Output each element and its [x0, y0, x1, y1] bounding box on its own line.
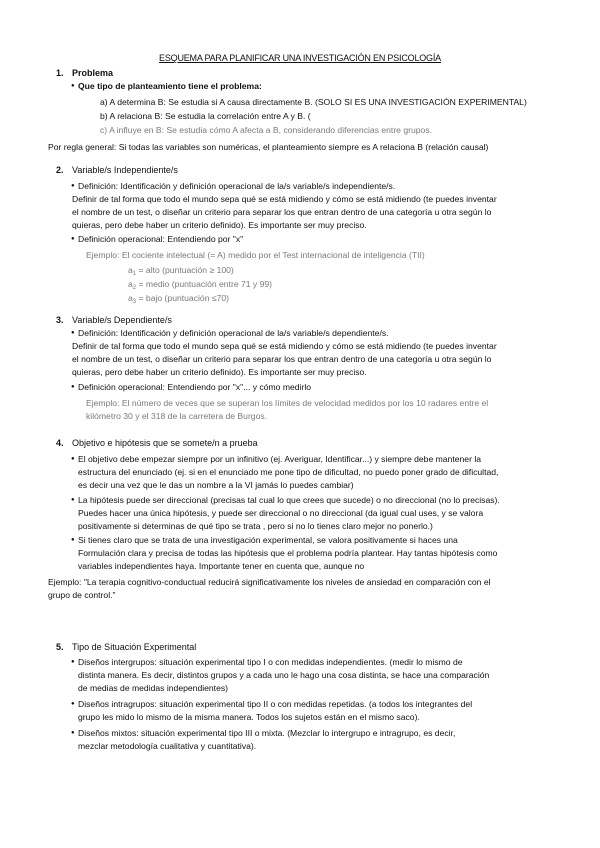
section-5-mixed-line: ● Diseños mixtos: situación experimental tipo III o mixta. (Mezclar lo intergrupo e intragrupo, es decir,	[78, 727, 455, 739]
section-1-option-a: a) A determina B: Se estudia si A causa directamente B. (SOLO SI ES UNA INVESTIGACIÓN EXPERIMENTAL)	[100, 97, 527, 107]
section-4-hypothesis-line: positivamente si determinas de qué tipo se trata , pero si no lo tienes claro mejor no ponerlo.)	[78, 521, 433, 531]
page-title: ESQUEMA PARA PLANIFICAR UNA INVESTIGACIÓN EN PSICOLOGÍA	[159, 53, 441, 63]
section-3-paragraph-line: el nombre de un test, o diseñar un criterio para separar los que entran dentro de una categoría u otra según lo	[72, 354, 492, 364]
section-2-paragraph-line: Definir de tal forma que todo el mundo sepa qué se está midiendo y cómo se está midiendo (te puedes inventar	[72, 194, 497, 204]
section-1-option-b: b) A relaciona B: Se estudia la correlación entre A y B. (	[100, 111, 311, 121]
section-3-heading: 3. Variable/s Dependiente/s	[56, 315, 172, 325]
section-3-example-line: kilómetro 30 y el 318 de la carretera de Burgos.	[86, 411, 268, 421]
section-3-example-line: Ejemplo: El número de veces que se superan los límites de velocidad medidos por los 10 radares entre el	[86, 398, 489, 408]
section-4-example-line: grupo de control."	[48, 590, 116, 600]
section-3-paragraph-line: Definir de tal forma que todo el mundo sepa qué se está midiendo y cómo se está midiendo (te puedes inventar	[72, 341, 497, 351]
section-1-bullet: ● Que tipo de planteamiento tiene el problema:	[78, 80, 262, 92]
section-5-intergroup-line: de medias de medidas independientes)	[78, 683, 229, 693]
section-4-objective-line: ● El objetivo debe empezar siempre por un infinitivo (ej. Averiguar, Identificar...) y siempre debe mantener la	[78, 453, 481, 465]
section-4-objective-line: estructura del enunciado (ej. si en el enunciado me pone tipo de dificultad, no puedo poner grado de dificultad,	[78, 467, 499, 477]
section-4-experimental-line: Formulación clara y precisa de todas las hipótesis que el problema podría plantear. Hay tantas hipótesis como	[78, 548, 498, 558]
section-3-operational: ● Definición operacional: Entendiendo por "x"... y cómo medirlo	[78, 381, 311, 393]
section-3-definition: ● Definición: Identificación y definición operacional de la/s variable/s dependiente/s.	[78, 327, 389, 339]
section-5-mixed-line: mezclar metodología cualitativa y cuantitativa).	[78, 741, 257, 751]
section-4-hypothesis-line: ● La hipótesis puede ser direccional (precisas tal cual lo que crees que sucede) o no direccional (no lo precisas).	[78, 494, 500, 506]
section-2-level-a3: $a_3$ = bajo (puntuación ≤70)	[128, 293, 229, 305]
section-4-experimental-line: variables independientes haya. Importante tener en cuenta que, aunque no	[78, 561, 365, 571]
section-2-heading: 2. Variable/s Independiente/s	[56, 165, 178, 175]
section-2-level-a1: $a_1$ = alto (puntuación ≥ 100)	[128, 265, 234, 277]
section-5-heading: 5. Tipo de Situación Experimental	[56, 642, 197, 652]
section-1-rule: Por regla general: Si todas las variables son numéricas, el planteamiento siempre es A relaciona B (relación causal)	[48, 142, 489, 152]
section-1-option-c: c) A influye en B: Se estudia cómo A afecta a B, considerando diferencias entre grupos.	[100, 125, 433, 135]
section-2-definition: ● Definición: Identificación y definición operacional de la/s variable/s independiente/s.	[78, 180, 395, 192]
section-2-operational: ● Definición operacional: Entendiendo por "x"	[78, 233, 243, 245]
section-4-objective-line: es decir una vez que le das un nombre a la VI jamás lo puedes cambiar)	[78, 480, 354, 490]
section-2-level-a2: $a_2$ = medio (puntuación entre 71 y 99)	[128, 279, 273, 291]
section-2-paragraph-line: quieras, pero debe haber un criterio definido). Es importante ser muy preciso.	[72, 220, 367, 230]
section-4-experimental-line: ● Si tienes claro que se trata de una investigación experimental, se valora positivamente si haces una	[78, 534, 458, 546]
section-1-heading: 1. Problema	[56, 68, 114, 78]
section-2-example: Ejemplo: El cociente intelectual (= A) medido por el Test internacional de inteligencia (TII)	[86, 250, 425, 260]
section-4-hypothesis-line: Puedes hacer una única hipótesis, y puede ser direccional o no direccional (da igual cual uses, y se valora	[78, 508, 484, 518]
section-2-paragraph-line: el nombre de un test, o diseñar un criterio para separar los que entran dentro de una categoría u otra según lo	[72, 207, 492, 217]
section-4-example-line: Ejemplo: "La terapia cognitivo-conductual reducirá significativamente los niveles de ansiedad en comparación con el	[48, 577, 491, 587]
section-5-intragroup-line: grupo les mido lo mismo de la misma manera. Todos los sujetos están en el mismo saco).	[78, 712, 420, 722]
section-5-intragroup-line: ● Diseños intragrupos: situación experimental tipo II o con medidas repetidas. (a todos los integrantes del	[78, 698, 472, 710]
section-5-intergroup-line: distinta manera. Es decir, distintos grupos y a cada uno le hago una cosa distinta, se hace una comparación	[78, 670, 490, 680]
section-4-heading: 4. Objetivo e hipótesis que se somete/n a prueba	[56, 438, 258, 448]
section-5-intergroup-line: ● Diseños intergrupos: situación experimental tipo I o con medidas independientes. (medir lo mismo de	[78, 656, 463, 668]
section-3-paragraph-line: quieras, pero debe haber un criterio definido). Es importante ser muy preciso.	[72, 367, 367, 377]
